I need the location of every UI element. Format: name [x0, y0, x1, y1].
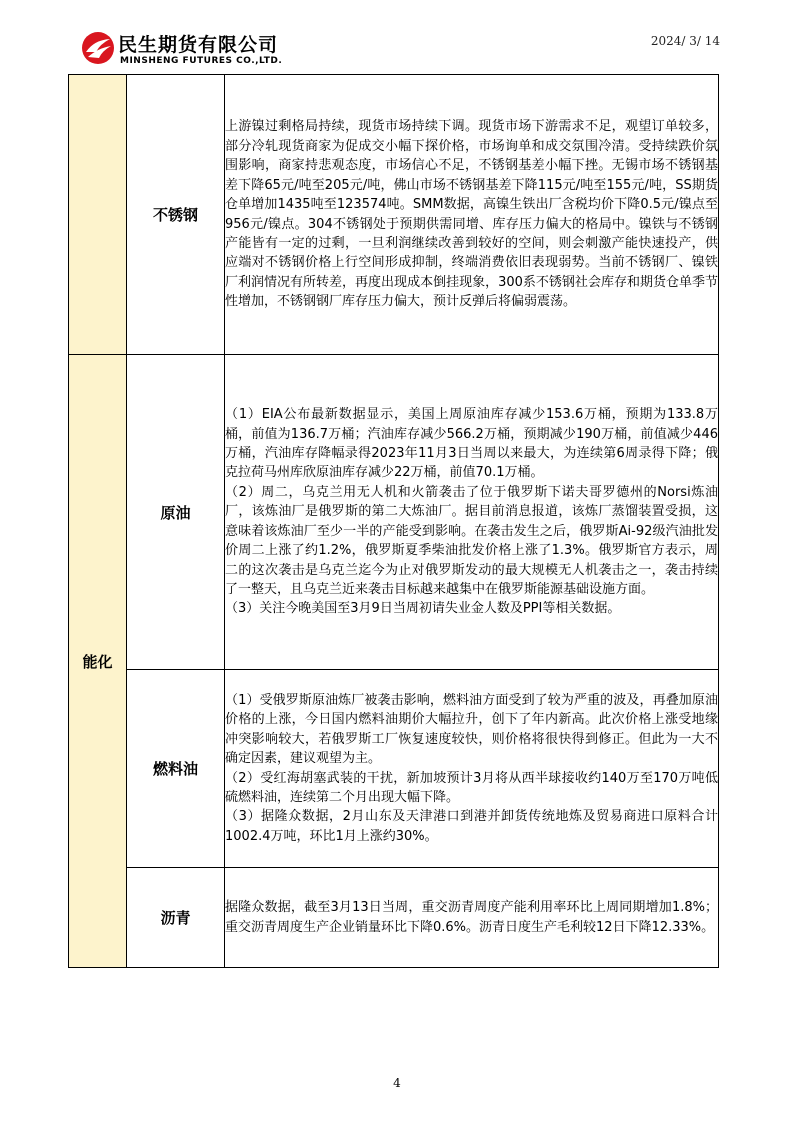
company-name-cn: 民生期货有限公司	[118, 34, 279, 56]
table-row	[69, 355, 719, 670]
content-fuel-oil	[225, 670, 719, 868]
content-crude-oil	[225, 355, 719, 670]
company-name-en: MINSHENG FUTURES CO.,LTD.	[120, 56, 283, 66]
paragraph: （3）据隆众数据，2月山东及天津港口到港并卸货传统地炼及贸易商进口原料合计1002.4万吨，环比1月上涨约30%。	[225, 809, 718, 844]
commodity-table	[68, 74, 719, 968]
subcategory-crude-oil: 原油	[127, 355, 225, 670]
paragraph: （1）受俄罗斯原油炼厂被袭击影响，燃料油方面受到了较为严重的波及，再叠加原油价格的上涨，今日国内燃料油期价大幅拉升，创下了年内新高。此次价格上涨受地缘冲突影响较大，若俄罗斯工厂恢复速度较快，则价格将很快得到修正。但此为一大不确定因素，建议观望为主。	[225, 692, 718, 767]
paragraph: 上游镍过剩格局持续，现货市场持续下调。现货市场下游需求不足，观望订单较多，部分冷轧现货商家为促成交小幅下探价格，市场询单和成交氛围冷清。受持续跌价氛围影响，商家持悲观态度，市场信心不足，不锈钢基差小幅下挫。无锡市场不锈钢基差下降65元/吨至205元/吨，佛山市场不锈钢基差下降115元/吨至155元/吨，SS期货仓单增加1435吨至123574吨。SMM数据，高镍生铁出厂含税均价下降0.5元/镍点至956元/镍点。304不锈钢处于预期供需同增、库存压力偏大的格局中。镍铁与不锈钢产能皆有一定的过剩，一旦利润继续改善到较好的空间，则会刺激产能快速投产，供应端对不锈钢价格上行空间形成抑制，终端消费依旧表现弱势。当前不锈钢厂、镍铁厂利润情况有所转差，再度出现成本倒挂现象，300系不锈钢社会库存和期货仓单季节性增加，不锈钢钢厂库存压力偏大，预计反弹后将偏弱震荡。	[225, 119, 718, 310]
paragraph: （1）EIA公布最新数据显示，美国上周原油库存减少153.6万桶，预期为133.8万桶，前值为136.7万桶；汽油库存减少566.2万桶，预期减少190万桶，前值减少446万桶，汽油库存降幅录得2023年11月3日当周以来最大，为连续第6周录得下降；俄克拉荷马州库欣原油库存减少22万桶，前值70.1万桶。	[225, 407, 718, 481]
subcategory-fuel-oil: 燃料油	[127, 670, 225, 868]
paragraph: （3）关注今晚美国至3月9日当周初请失业金人数及PPI等相关数据。	[225, 601, 621, 617]
paragraph: （2）周二，乌克兰用无人机和火箭袭击了位于俄罗斯下诺夫哥罗德州的Norsi炼油厂，该炼油厂是俄罗斯的第二大炼油厂。据目前消息报道，该炼厂蒸馏装置受损，这意味着该炼油厂至少一半的产能受到影响。在袭击发生之后，俄罗斯Ai-92级汽油批发价周二上涨了约1.2%，俄罗斯夏季柴油批发价格上涨了1.3%。俄罗斯官方表示，周二的这次袭击是乌克兰迄今为止对俄罗斯发动的最大规模无人机袭击之一，袭击持续了一整天，且乌克兰近来袭击目标越来越集中在俄罗斯能源基础设施方面。	[225, 484, 718, 597]
report-date: 2024/ 3/ 14	[650, 34, 720, 48]
category-energy-chemical: 能化	[69, 355, 127, 968]
table-row	[69, 868, 719, 968]
category-cell	[69, 75, 127, 355]
subcategory-asphalt: 沥青	[127, 868, 225, 968]
minsheng-logo-icon	[80, 30, 116, 66]
subcategory-stainless-steel: 不锈钢	[127, 75, 225, 355]
content-stainless-steel	[225, 75, 719, 355]
content-asphalt	[225, 868, 719, 968]
table-row	[69, 670, 719, 868]
table-row	[69, 75, 719, 355]
paragraph: （2）受红海胡塞武装的干扰，新加坡预计3月将从西半球接收约140万至170万吨低硫燃料油，连续第二个月出现大幅下降。	[225, 770, 718, 805]
page-number: 4	[393, 1076, 401, 1090]
paragraph: 据隆众数据，截至3月13日当周，重交沥青周度产能利用率环比上周同期增加1.8%；重交沥青周度生产企业销量环比下降0.6%。沥青日度生产毛利较12日下降12.33%。	[225, 900, 718, 935]
page-header	[80, 26, 720, 72]
